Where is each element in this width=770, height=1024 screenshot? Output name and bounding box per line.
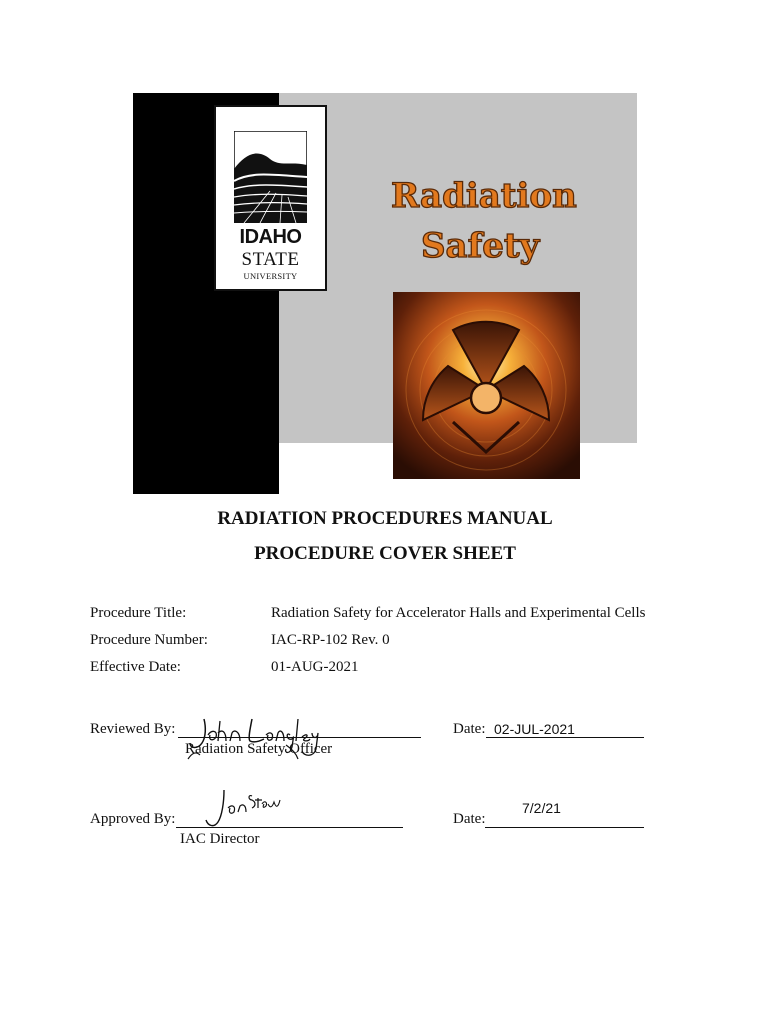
radiation-trefoil-icon: [393, 292, 580, 479]
effective-date-label: Effective Date:: [90, 659, 181, 675]
cover-title-line1: Radiation: [391, 176, 577, 216]
review-date-label: Date:: [453, 721, 486, 737]
effective-date-value: 01-AUG-2021: [271, 659, 359, 675]
approval-date-value: 7/2/21: [522, 800, 561, 816]
review-date-line: [486, 737, 644, 738]
reviewed-by-label: Reviewed By:: [90, 721, 176, 737]
approved-by-label: Approved By:: [90, 811, 176, 827]
cover-graphic: [133, 93, 637, 494]
cover-title-line2: Safety: [421, 226, 540, 266]
logo-text-university: UNIVERSITY: [243, 271, 298, 281]
approver-role: IAC Director: [180, 831, 260, 847]
procedure-number-value: IAC-RP-102 Rev. 0: [271, 632, 390, 648]
procedure-title-label: Procedure Title:: [90, 605, 187, 621]
approval-date-label: Date:: [453, 811, 486, 827]
mountain-landscape-icon: [234, 131, 307, 223]
approver-signature: [200, 786, 282, 834]
logo-text-idaho: IDAHO: [239, 226, 302, 248]
university-logo: [214, 105, 327, 291]
cover-sheet-title: PROCEDURE COVER SHEET: [254, 543, 516, 564]
reviewer-role: Radiation Safety Officer: [185, 741, 333, 757]
logo-text-state: STATE: [241, 249, 300, 270]
manual-title: RADIATION PROCEDURES MANUAL: [217, 508, 553, 529]
approval-date-line: [485, 827, 644, 828]
procedure-title-value: Radiation Safety for Accelerator Halls and Experimental Cells: [271, 605, 646, 621]
procedure-number-label: Procedure Number:: [90, 632, 208, 648]
review-date-value: 02-JUL-2021: [494, 721, 575, 737]
cover-title: [391, 171, 591, 271]
